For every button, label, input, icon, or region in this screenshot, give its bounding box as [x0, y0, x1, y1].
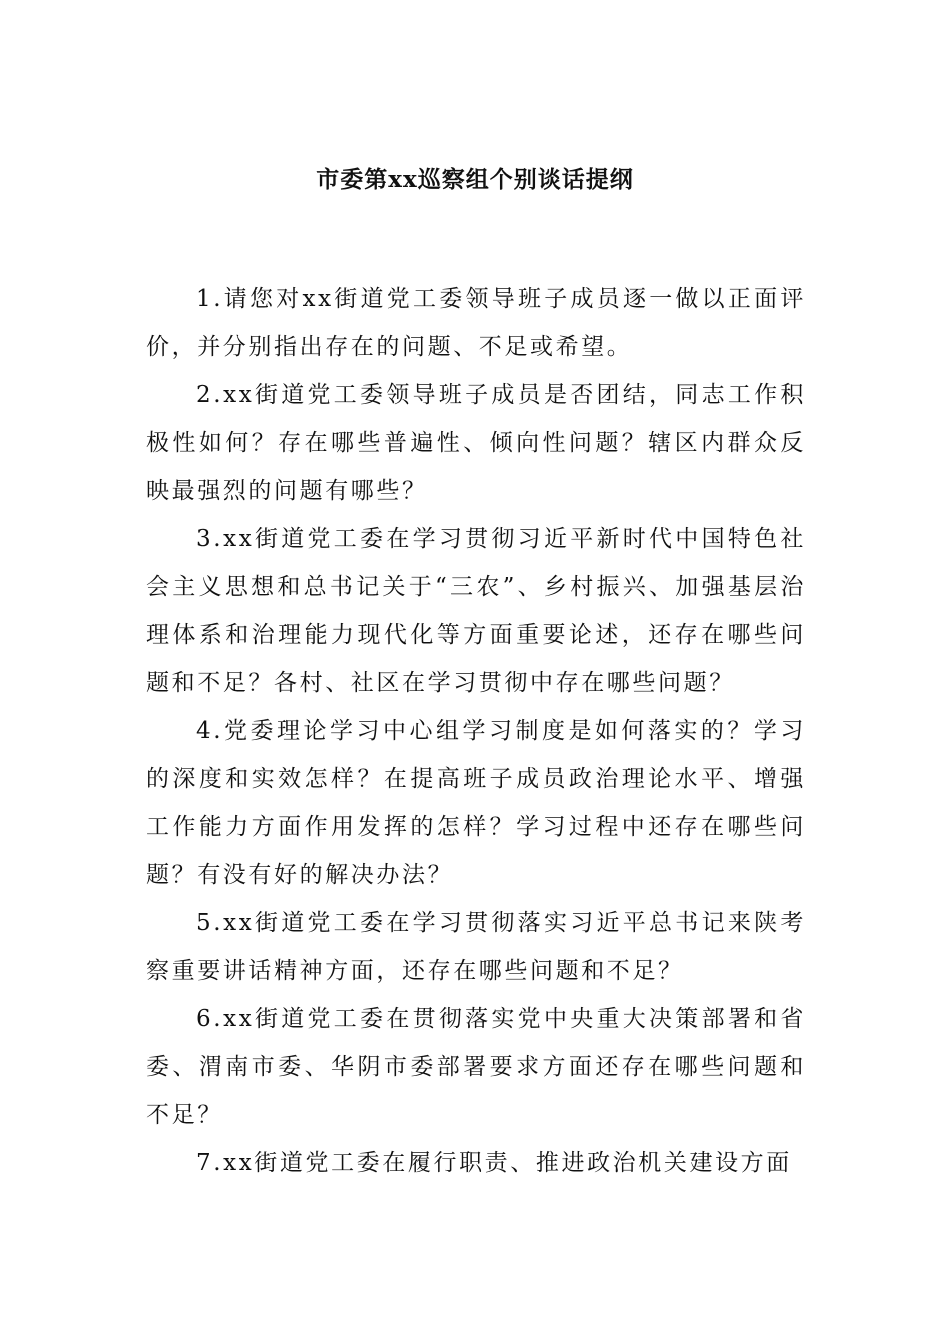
paragraph-4: 4.党委理论学习中心组学习制度是如何落实的？学习的深度和实效怎样？在提高班子成员政治理论水平、增强工作能力方面作用发挥的怎样？学习过程中还存在哪些问题？有没有好的解决办法？: [146, 718, 806, 888]
paragraph-3: 3.xx街道党工委在学习贯彻习近平新时代中国特色社会主义思想和总书记关于“三农”、乡村振兴、加强基层治理体系和治理能力现代化等方面重要论述，还存在哪些问题和不足？各村、社区在学习贯彻中存在哪些问题？: [146, 526, 806, 696]
paragraph-2: 2.xx街道党工委领导班子成员是否团结，同志工作积极性如何？存在哪些普遍性、倾向性问题？辖区内群众反映最强烈的问题有哪些？: [146, 382, 806, 504]
paragraph-1: 1.请您对xx街道党工委领导班子成员逐一做以正面评价，并分别指出存在的问题、不足或希望。: [146, 286, 806, 360]
paragraph-6: 6.xx街道党工委在贯彻落实党中央重大决策部署和省委、渭南市委、华阴市委部署要求方面还存在哪些问题和不足？: [146, 1006, 806, 1128]
document-body: [146, 275, 806, 1187]
paragraph-7: 7.xx街道党工委在履行职责、推进政治机关建设方面: [196, 1150, 792, 1176]
paragraph-5: 5.xx街道党工委在学习贯彻落实习近平总书记来陕考察重要讲话精神方面，还存在哪些问题和不足？: [146, 910, 806, 984]
document-title: 市委第xx巡察组个别谈话提纲: [316, 166, 634, 193]
